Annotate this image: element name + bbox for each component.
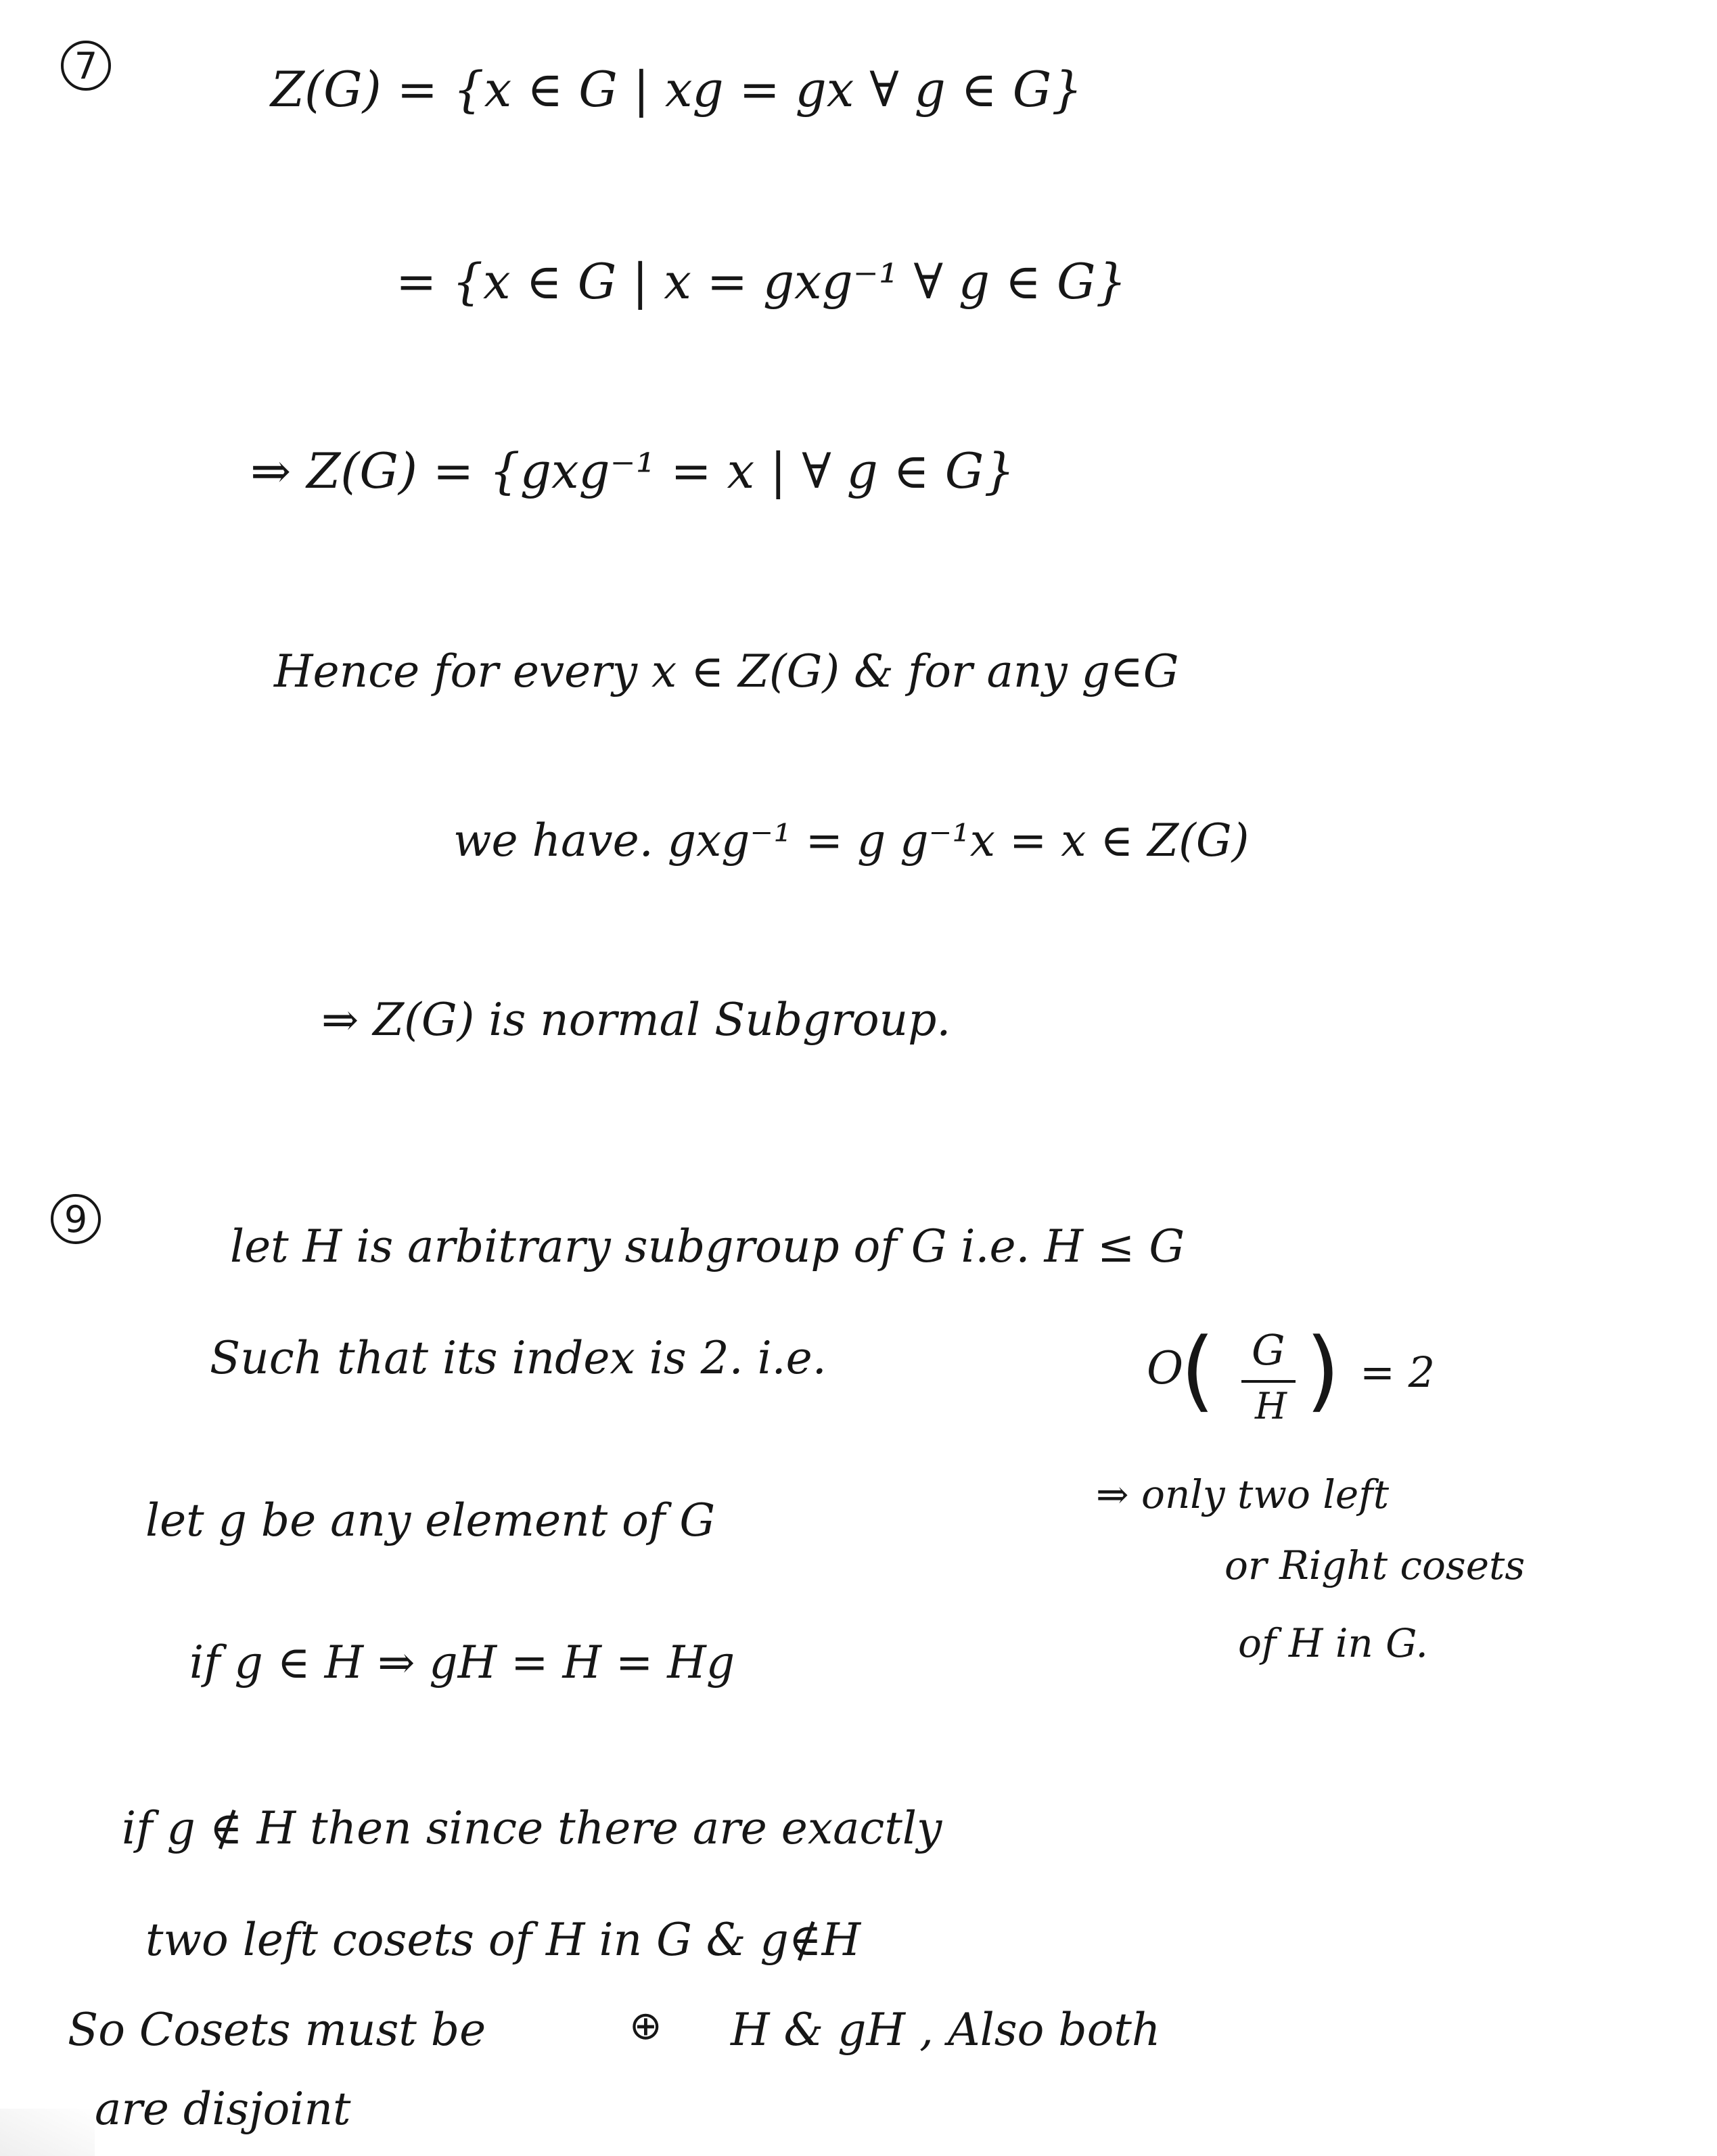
p9-line-2: Such that its index is 2. i.e. bbox=[210, 1332, 827, 1384]
p9-line-5: if g ∉ H then since there are exactly bbox=[122, 1802, 942, 1854]
p9-line-3: let g be any element of G bbox=[145, 1494, 716, 1546]
p7-line-5: we have. gxg⁻¹ = g g⁻¹x = x ∈ Z(G) bbox=[453, 815, 1250, 867]
p9-line-1: let H is arbitrary subgroup of G i.e. H ≤ G bbox=[230, 1220, 1185, 1272]
problem-7-label: 7 bbox=[61, 41, 111, 91]
quotient-denominator: H bbox=[1255, 1385, 1287, 1427]
p7-line-4: Hence for every x ∈ Z(G) & for any g∈G bbox=[274, 645, 1179, 697]
p9-side-note-1: ⇒ only two left bbox=[1096, 1471, 1390, 1517]
p9-line-4: if g ∈ H ⇒ gH = H = Hg bbox=[189, 1636, 735, 1689]
p9-side-note-3: of H in G. bbox=[1238, 1620, 1428, 1666]
right-paren: ) bbox=[1306, 1318, 1340, 1421]
left-paren: ( bbox=[1181, 1318, 1215, 1421]
p7-line-2: = {x ∈ G | x = gxg⁻¹ ∀ g ∈ G} bbox=[396, 253, 1127, 310]
quotient-numerator: G bbox=[1252, 1325, 1285, 1375]
p7-line-1: Z(G) = {x ∈ G | xg = gx ∀ g ∈ G} bbox=[271, 61, 1083, 118]
p9-line-8: are disjoint bbox=[95, 2083, 351, 2135]
scribble-mark: ⊕ bbox=[629, 2002, 662, 2048]
problem-9-label: 9 bbox=[51, 1194, 101, 1244]
p9-side-note-2: or Right cosets bbox=[1224, 1542, 1526, 1588]
index-equals-two: = 2 bbox=[1360, 1348, 1436, 1397]
p7-line-3: ⇒ Z(G) = {gxg⁻¹ = x | ∀ g ∈ G} bbox=[250, 442, 1015, 499]
fraction-bar bbox=[1241, 1380, 1296, 1383]
p9-line-7a: So Cosets must be bbox=[68, 2004, 486, 2056]
corner-shadow bbox=[0, 2109, 95, 2156]
p9-line-7b: H & gH , Also both bbox=[731, 2004, 1161, 2056]
p9-line-6: two left cosets of H in G & g∉H bbox=[145, 1914, 861, 1966]
p7-line-6: ⇒ Z(G) is normal Subgroup. bbox=[321, 994, 951, 1046]
order-symbol: O bbox=[1147, 1342, 1184, 1394]
